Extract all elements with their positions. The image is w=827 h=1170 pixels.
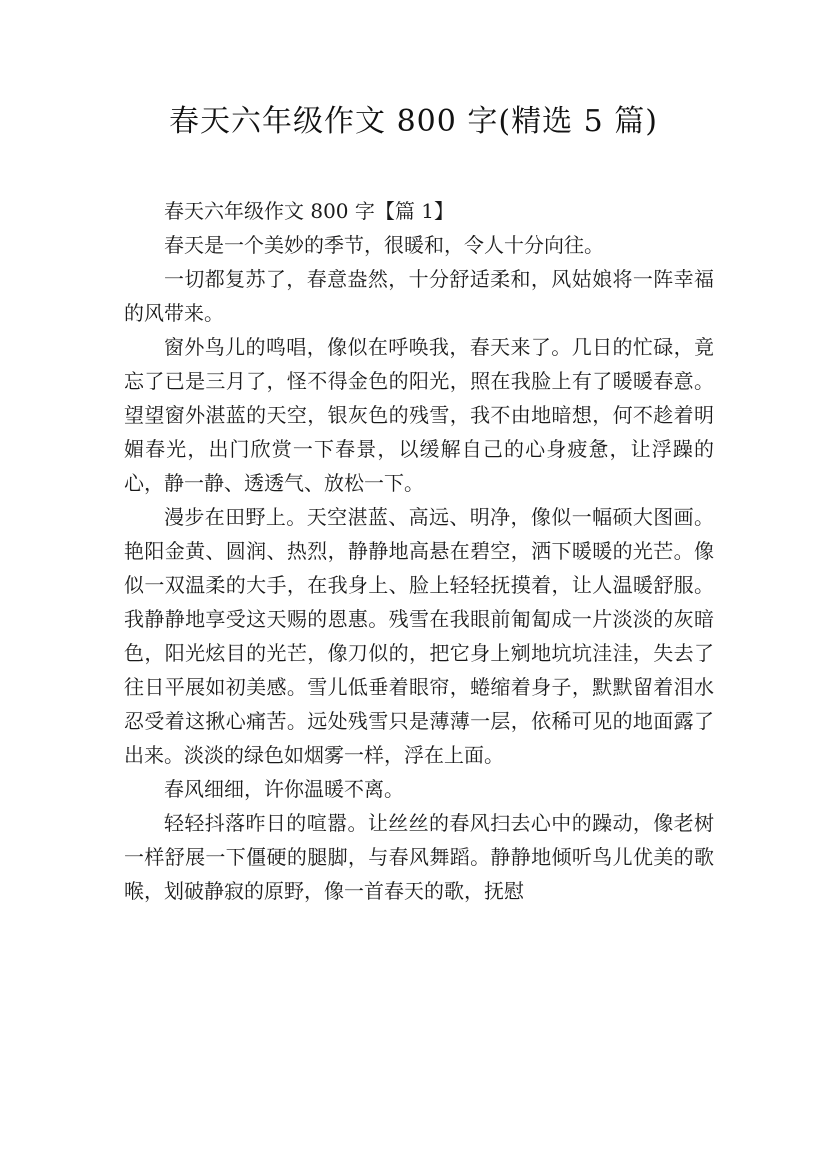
- article-body: [124, 194, 714, 908]
- paragraph: 春天是一个美妙的季节，很暖和，令人十分向往。: [164, 233, 604, 257]
- paragraph: 窗外鸟儿的鸣唱，像似在呼唤我，春天来了。几日的忙碌，竟忘了已是三月了，怪不得金色的阳光，照在我脸上有了暖暖春意。望望窗外湛蓝的天空，银灰色的残雪，我不由地暗想，何不趁着明媚春光，出门欣赏一下春景，以缓解自己的心身疲惫，让浮躁的心，静一静、透透气、放松一下。: [124, 335, 714, 495]
- paragraph: 一切都复苏了，春意盎然，十分舒适柔和，风姑娘将一阵幸福的风带来。: [124, 267, 714, 325]
- section-heading: 春天六年级作文 800 字【篇 1】: [164, 199, 454, 223]
- paragraph: 漫步在田野上。天空湛蓝、高远、明净，像似一幅硕大图画。艳阳金黄、圆润、热烈，静静地高悬在碧空，洒下暖暖的光芒。像似一双温柔的大手，在我身上、脸上轻轻抚摸着，让人温暖舒服。我静静地享受这天赐的恩惠。残雪在我眼前匍匐成一片淡淡的灰暗色，阳光炫目的光芒，像刀似的，把它身上剜地坑坑洼洼，失去了往日平展如初美感。雪儿低垂着眼帘，蜷缩着身子，默默留着泪水忍受着这揪心痛苦。远处残雪只是薄薄一层，依稀可见的地面露了出来。淡淡的绿色如烟雾一样，浮在上面。: [124, 505, 714, 767]
- paragraph: 轻轻抖落昨日的喧嚣。让丝丝的春风扫去心中的躁动，像老树一样舒展一下僵硬的腿脚，与春风舞蹈。静静地倾听鸟儿优美的歌喉，划破静寂的原野，像一首春天的歌，抚慰: [124, 811, 714, 903]
- page-title: 春天六年级作文 800 字(精选 5 篇): [169, 104, 658, 139]
- paragraph: 春风细细，许你温暖不离。: [164, 777, 404, 801]
